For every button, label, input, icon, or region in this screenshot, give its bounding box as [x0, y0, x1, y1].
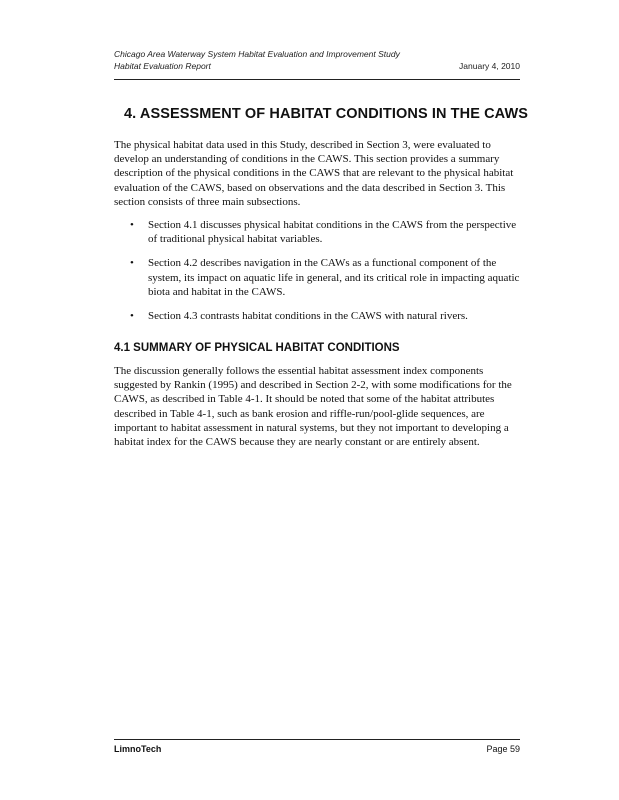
bullet-icon: •: [130, 310, 134, 323]
page-footer: [114, 744, 520, 754]
subsection-list: [130, 218, 522, 333]
list-item: [130, 256, 522, 299]
subsection-paragraph: The discussion generally follows the essential habitat assessment index components suggested by Rankin (1995) and described in Section 2-2, with some modifications for the CAWS, as described in Table 4-1. It should be noted that some of the habitat attributes described in Table 4-1, such as bank erosion and riffle-run/pool-glide sequences, are important to habitat assessment in natural systems, but they not important to developing a habitat index for the CAWS because they are nearly constant or are entirely absent.: [114, 365, 512, 449]
list-item: [130, 309, 522, 323]
list-item-text: Section 4.2 describes navigation in the CAWs as a functional component of the system, its impact on aquatic life in general, and its critical role in impacting aquatic biota and habitat in the CAWS.: [148, 257, 520, 298]
page-header: [114, 48, 520, 72]
page-number: Page 59: [486, 744, 520, 754]
header-study-title: Chicago Area Waterway System Habitat Evaluation and Improvement Study: [114, 49, 400, 59]
list-item-text: Section 4.3 contrasts habitat conditions in the CAWS with natural rivers.: [148, 310, 468, 323]
bullet-icon: •: [130, 219, 134, 231]
header-divider: [114, 79, 520, 80]
header-report-title: Habitat Evaluation Report: [114, 61, 211, 71]
list-item-text: Section 4.1 discusses physical habitat conditions in the CAWS from the perspective of traditional physical habitat variables.: [148, 219, 517, 246]
list-item: [130, 218, 522, 246]
footer-divider: [114, 739, 520, 740]
header-date: January 4, 2010: [459, 61, 520, 71]
section-title: 4. ASSESSMENT OF HABITAT CONDITIONS IN THE CAWS: [124, 106, 529, 122]
subsection-title: 4.1 SUMMARY OF PHYSICAL HABITAT CONDITIONS: [114, 342, 400, 354]
header-second-row: [114, 60, 520, 72]
footer-brand: LimnoTech: [114, 744, 162, 754]
intro-paragraph: The physical habitat data used in this Study, described in Section 3, were evaluated to develop an understanding of conditions in the CAWS. This section provides a summary description of the physical conditions in the CAWS that are relevant to the physical habitat evaluation of the CAWS, based on observations and the data described in Section 3. This section consists of three main subsections.: [114, 139, 514, 208]
bullet-icon: •: [130, 257, 134, 270]
